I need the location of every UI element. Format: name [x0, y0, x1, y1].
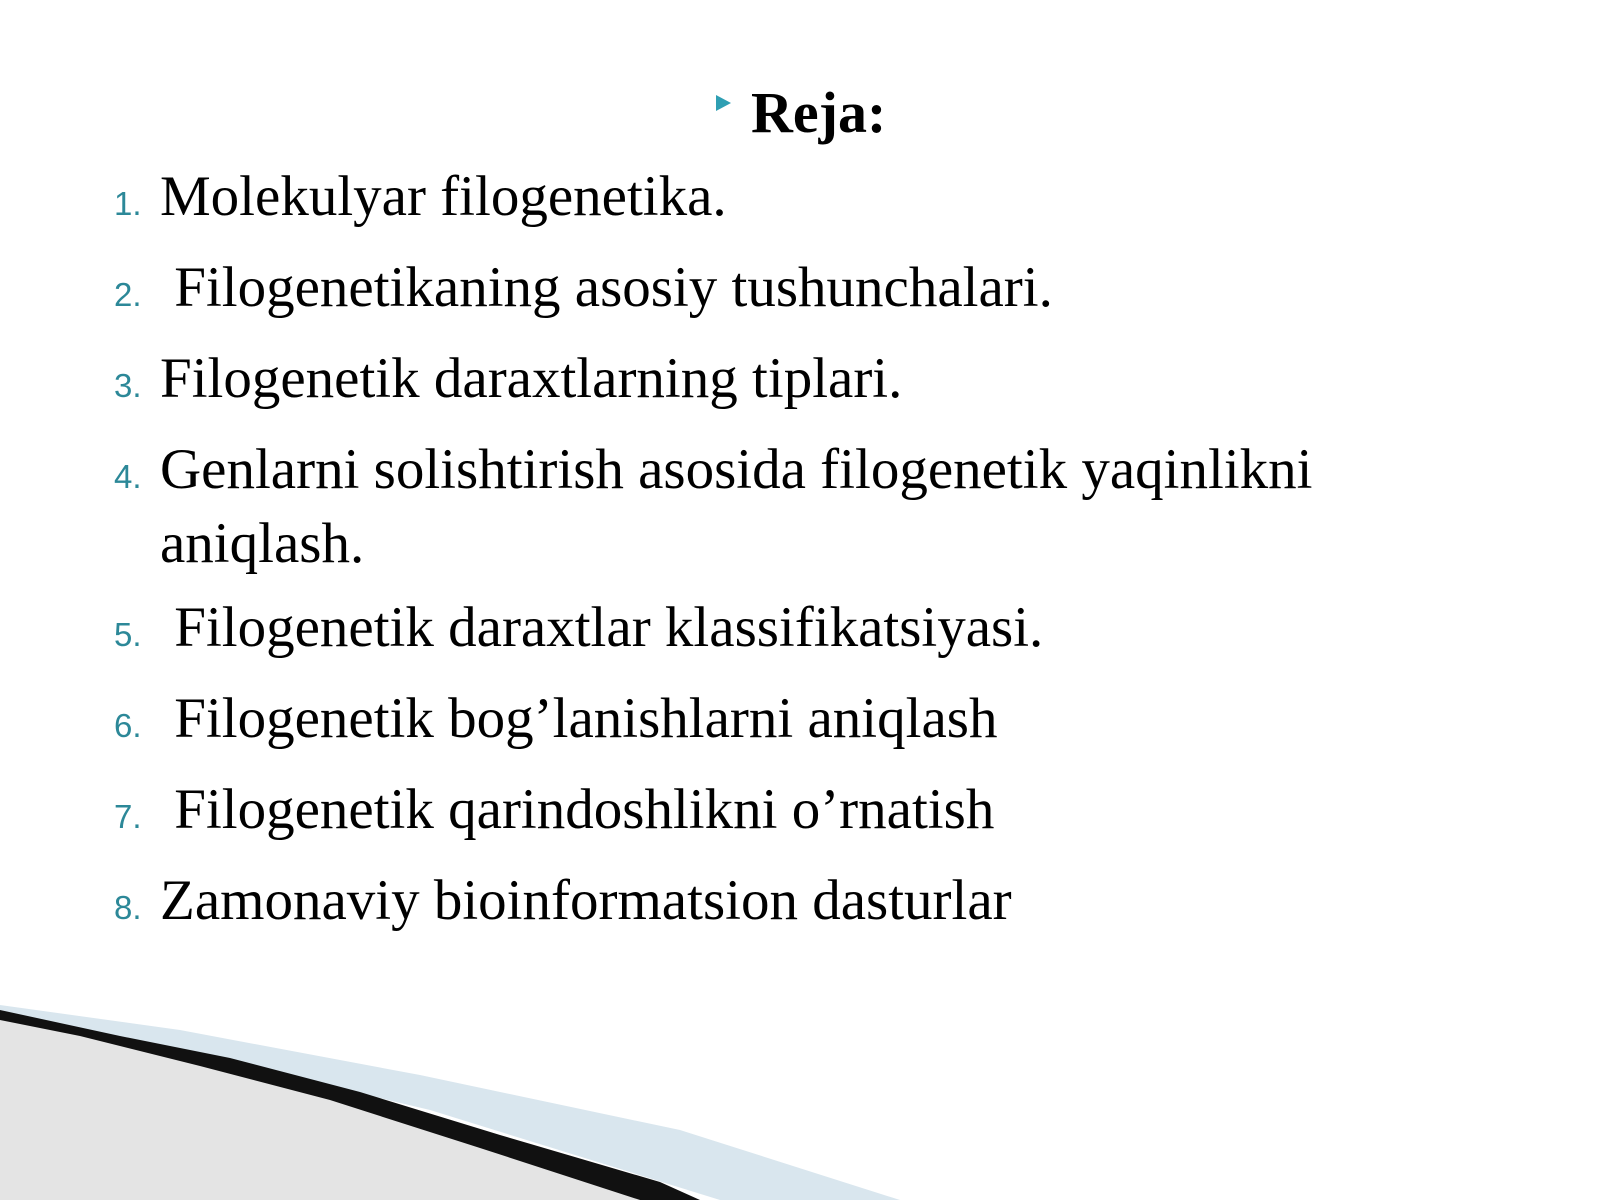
list-item-number: 3.	[114, 367, 142, 404]
list-item	[114, 251, 1514, 332]
list-item	[114, 342, 1514, 423]
list-item-number: 5.	[114, 616, 142, 653]
list-item-text: Filogenetik daraxtlar klassifikatsiyasi.	[160, 596, 1044, 659]
list-item	[114, 160, 1514, 241]
list-item-text: Filogenetik bog’lanishlarni aniqlash	[160, 687, 998, 750]
plan-list	[114, 160, 1514, 955]
list-item-text: Molekulyar filogenetika.	[160, 165, 727, 228]
list-item-number: 1.	[114, 185, 142, 222]
list-item-text: Genlarni solishtirish asosida filogenetik yaqinlikni aniqlash.	[160, 438, 1327, 575]
list-item	[114, 591, 1514, 672]
list-item	[114, 773, 1514, 854]
list-item-number: 2.	[114, 276, 142, 313]
list-item-text: Filogenetik daraxtlarning tiplari.	[160, 347, 903, 410]
list-item	[114, 864, 1514, 945]
heading-row	[716, 78, 886, 148]
list-item-text: Filogenetikaning asosiy tushunchalari.	[160, 256, 1053, 319]
list-item-number: 4.	[114, 458, 142, 495]
list-item-number: 6.	[114, 707, 142, 744]
list-item	[114, 682, 1514, 763]
slide-heading: Reja:	[751, 80, 887, 145]
list-item-text: Filogenetik qarindoshlikni o’rnatish	[160, 778, 995, 841]
triangle-bullet-icon	[716, 95, 731, 111]
list-item-number: 7.	[114, 798, 142, 835]
list-item-number: 8.	[114, 889, 142, 926]
list-item-text: Zamonaviy bioinformatsion dasturlar	[160, 869, 1012, 932]
list-item	[114, 433, 1514, 581]
